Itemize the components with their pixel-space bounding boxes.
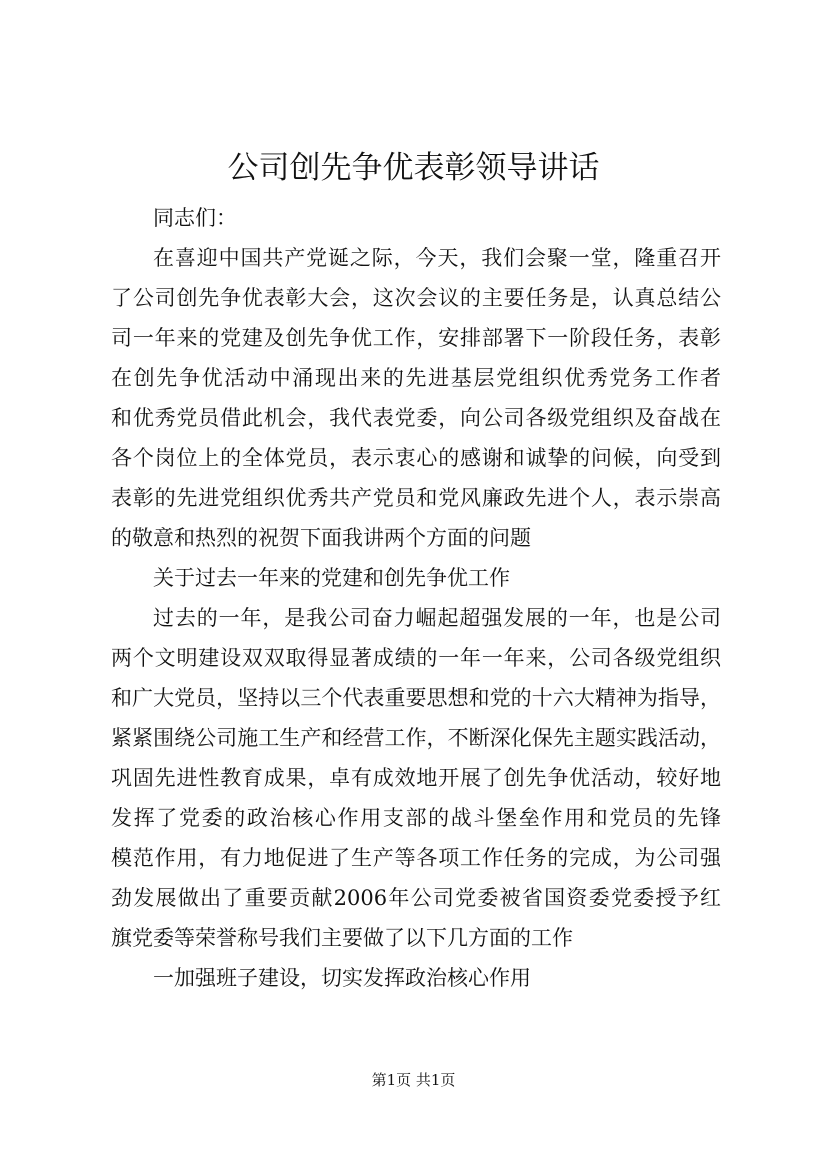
- body-line: 的敬意和热烈的祝贺下面我讲两个方面的问题: [111, 526, 531, 550]
- body-line: 司一年来的党建及创先争优工作，安排部署下一阶段任务，表彰: [111, 326, 721, 350]
- body-line: 两个文明建设双双取得显著成绩的一年一年来，公司各级党组织: [111, 646, 721, 670]
- body-line: 和优秀党员借此机会，我代表党委，向公司各级党组织及奋战在: [111, 406, 721, 430]
- body-line: 在喜迎中国共产党诞之际，今天，我们会聚一堂，隆重召开: [153, 246, 721, 270]
- body-line: 和广大党员，坚持以三个代表重要思想和党的十六大精神为指导，: [111, 686, 721, 710]
- document-title: 公司创先争优表彰领导讲话: [227, 150, 600, 186]
- body-line: 各个岗位上的全体党员，表示衷心的感谢和诚挚的问候，向受到: [111, 446, 721, 470]
- page-footer: 第1页 共1页: [371, 1071, 456, 1089]
- section-heading-line: 关于过去一年来的党建和创先争优工作: [153, 566, 510, 590]
- body-line: 巩固先进性教育成果，卓有成效地开展了创先争优活动，较好地: [111, 766, 721, 790]
- body-line: 劲发展做出了重要贡献2006年公司党委被省国资委党委授予红: [111, 886, 721, 910]
- body-line: 模范作用，有力地促进了生产等各项工作任务的完成，为公司强: [111, 846, 721, 870]
- body-line: 在创先争优活动中涌现出来的先进基层党组织优秀党务工作者: [111, 366, 721, 390]
- subsection-heading-line: 一加强班子建设，切实发挥政治核心作用: [153, 966, 531, 990]
- salutation-line: 同志们：: [153, 206, 237, 230]
- body-line: 紧紧围绕公司施工生产和经营工作，不断深化保先主题实践活动，: [111, 726, 721, 750]
- body-line: 了公司创先争优表彰大会，这次会议的主要任务是，认真总结公: [111, 286, 721, 310]
- body-line: 表彰的先进党组织优秀共产党员和党风廉政先进个人，表示崇高: [111, 486, 721, 510]
- body-line: 旗党委等荣誉称号我们主要做了以下几方面的工作: [111, 926, 573, 950]
- document-body: [111, 198, 721, 998]
- body-line: 发挥了党委的政治核心作用支部的战斗堡垒作用和党员的先锋: [111, 806, 721, 830]
- body-line: 过去的一年，是我公司奋力崛起超强发展的一年，也是公司: [153, 606, 721, 630]
